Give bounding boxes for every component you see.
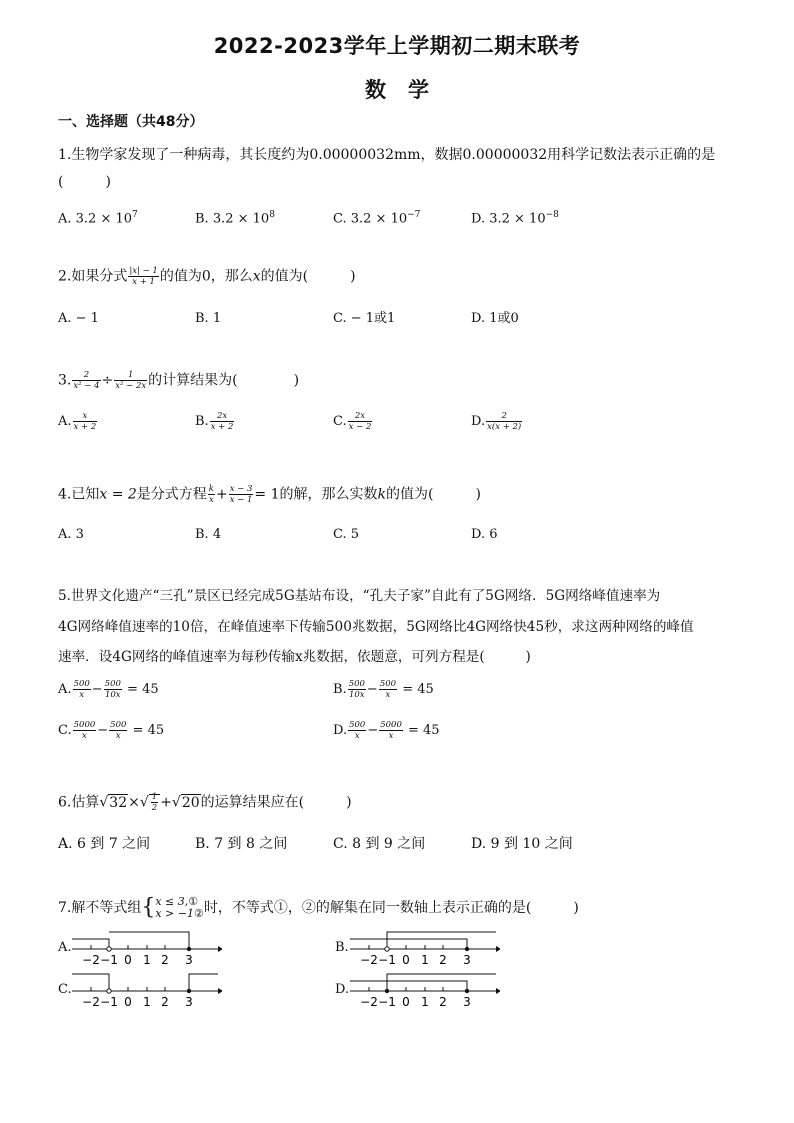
q4-mid: 是分式方程 [136, 486, 207, 503]
q2-prefix: 2.如果分式 [58, 268, 128, 285]
q7-system [155, 896, 204, 920]
q6-half-num: 1 [151, 792, 158, 802]
q1-text-line1: 1.生物学家发现了一种病毒，其长度约为0.00000032mm，数据0.00000032用科学记数法表示正确的是 [58, 147, 716, 163]
q3-fraction-2 [114, 370, 147, 391]
q1-option-c-exp: −7 [407, 210, 421, 220]
q2-option-a[interactable]: A. − 1 [58, 311, 99, 326]
q6-half-fraction [151, 792, 158, 813]
q6-text: 6.估算√32×√ $\frac{1}{2}$ +√20的运算结果应在( ) [58, 792, 352, 813]
q3-b-den: x + 2 [210, 422, 234, 432]
q3-prefix: 3. [58, 372, 72, 389]
q7-mark1: ① [188, 895, 199, 908]
q3-d-num: 2 [486, 411, 522, 422]
q7-option-a-numberline[interactable] [72, 928, 222, 968]
q3-a-label: A. [58, 414, 72, 429]
q3-op: ÷ [101, 372, 114, 389]
q6-option-c[interactable]: C. 8 到 9 之间 [333, 836, 426, 852]
q3-d-den: x(x + 2) [487, 422, 522, 432]
q4-suffix1: 的解，那么实数 [279, 486, 378, 503]
q3-b-fraction [210, 411, 235, 432]
tick-label: 1 [143, 995, 151, 1009]
q1-option-b-exp: 8 [269, 210, 275, 220]
q5-a-f1n: 500 [73, 679, 90, 689]
solution-ray [350, 981, 467, 991]
q3-c-den: x − 2 [348, 422, 372, 432]
tick-label: −1 [100, 953, 118, 967]
q1-option-a-base: A. 3.2 × 10 [58, 211, 133, 227]
tick-label: 1 [421, 953, 429, 967]
q5-b-frac2 [379, 679, 397, 700]
open-dot [107, 947, 111, 951]
q6-times: × [128, 794, 140, 811]
q5-text-line3: 速率．设4G网络的峰值速率为每秒传输x兆数据，依题意，可列方程是( ) [58, 649, 531, 665]
q5-option-b[interactable] [333, 679, 434, 700]
q7-brace: { [141, 895, 156, 920]
q2-frac-num: |x| − 1 [129, 266, 158, 276]
q4-option-d[interactable]: D. 6 [471, 527, 498, 542]
q4-f2-num: x − 3 [229, 484, 253, 494]
q7-option-b-numberline[interactable] [350, 928, 500, 968]
q6-half-den: 2 [151, 803, 158, 813]
q6-plus: + [160, 794, 172, 811]
q5-c-f1n: 5000 [73, 720, 96, 730]
tick-label: 3 [463, 995, 471, 1009]
q7-ineq2: x > −1 [155, 907, 194, 920]
q5-c-f2n: 500 [110, 720, 127, 730]
solution-ray [189, 974, 218, 991]
q6-option-b[interactable]: B. 7 到 8 之间 [195, 836, 288, 852]
q1-option-d[interactable] [471, 205, 559, 229]
q5-a-frac1 [73, 679, 91, 700]
tick-label: −2 [82, 995, 100, 1009]
q5-text-line1: 5.世界文化遗产“三孔”景区已经完成5G基站布设，“孔夫子家”自此有了5G网络．5G网络峰值速率为 [58, 588, 661, 604]
q3-f2-den: x² − 2x [115, 381, 147, 391]
q5-option-c[interactable] [58, 720, 164, 741]
ticks [91, 987, 189, 991]
q4-option-b[interactable]: B. 4 [195, 527, 222, 542]
q2-option-d[interactable]: D. 1或0 [471, 311, 519, 326]
tick-label: 0 [402, 953, 410, 967]
q7-suffix: 时，不等式①，②的解集在同一数轴上表示正确的是( ) [203, 900, 579, 916]
closed-dot [385, 989, 389, 993]
q4-f1-den: x [208, 495, 214, 505]
closed-dot [187, 947, 191, 951]
q4-prefix: 4.已知 [58, 486, 100, 503]
tick-label: 2 [161, 953, 169, 967]
q3-option-a[interactable] [58, 411, 98, 432]
q5-d-frac2 [379, 720, 403, 741]
q2-option-c[interactable]: C. − 1或1 [333, 311, 396, 326]
q7-option-c-numberline[interactable] [72, 970, 222, 1010]
q1-option-c[interactable] [333, 205, 420, 229]
q5-b-rhs: = 45 [402, 682, 434, 697]
q3-suffix: 的计算结果为( ) [148, 372, 300, 389]
closed-dot [187, 989, 191, 993]
ticks [91, 945, 189, 949]
q1-option-d-base: D. 3.2 × 10 [471, 211, 546, 227]
open-dot [107, 989, 111, 993]
tick-label: −2 [360, 953, 378, 967]
q7-ineq1: x ≤ 3, [155, 895, 189, 908]
section-heading: 一、选择题（共48分） [58, 114, 204, 130]
q3-d-fraction [486, 411, 522, 432]
q5-d-minus: − [367, 723, 379, 738]
q3-option-b[interactable] [195, 411, 235, 432]
q5-b-f2n: 500 [379, 679, 397, 689]
q7-option-d-label[interactable]: D. [335, 982, 350, 997]
q1-option-d-exp: −8 [545, 210, 559, 220]
tick-label: 0 [124, 995, 132, 1009]
q2-suffix: 的值为( ) [260, 268, 356, 285]
q5-d-f2n: 5000 [380, 720, 402, 730]
tick-label: 0 [402, 995, 410, 1009]
q5-a-f1d: x [79, 690, 85, 700]
q2-text [58, 266, 356, 287]
q1-option-c-base: C. 3.2 × 10 [333, 211, 408, 227]
q3-a-num: x [73, 411, 98, 422]
q6-root-20: 20 [181, 794, 200, 811]
q4-plus: + [215, 486, 228, 503]
q7-option-c-label[interactable]: C. [58, 982, 72, 997]
subject-title: 数学 [365, 78, 451, 102]
q3-c-num: 2x [348, 411, 373, 422]
closed-dot [465, 989, 469, 993]
q3-a-fraction [73, 411, 98, 432]
q5-d-f2d: x [388, 731, 394, 741]
q5-b-label: B. [333, 682, 347, 697]
q5-b-f2d: x [385, 690, 391, 700]
q5-d-frac1 [348, 720, 366, 741]
q7-mark2: ② [194, 907, 204, 920]
tick-label: 1 [421, 995, 429, 1009]
q1-option-a[interactable] [58, 205, 138, 229]
q5-b-minus: − [366, 682, 378, 697]
tick-label: −1 [378, 995, 396, 1009]
q6-root-half [149, 794, 160, 811]
ticks [369, 945, 467, 949]
q5-c-minus: − [97, 723, 109, 738]
q3-d-label: D. [471, 414, 486, 429]
q7-option-d-numberline[interactable] [350, 970, 500, 1010]
q5-b-f1n: 500 [348, 679, 365, 689]
q5-b-f1d: 10x [348, 690, 365, 700]
q4-fraction-1 [208, 484, 215, 505]
q5-a-f2n: 500 [104, 679, 121, 689]
q1-option-b[interactable] [195, 205, 275, 229]
exam-title: 2022-2023学年上学期初二期末联考 [213, 34, 581, 58]
q4-f1-num: k [208, 484, 214, 494]
q4-option-c[interactable]: C. 5 [333, 527, 360, 542]
q7-prefix: 7.解不等式组 [58, 900, 142, 916]
q4-var: k [377, 486, 386, 503]
solution-ray [387, 932, 496, 949]
q3-b-num: 2x [210, 411, 235, 422]
q3-f2-num: 1 [114, 370, 147, 381]
solution-ray [350, 939, 467, 949]
q2-fraction [128, 266, 158, 287]
q5-b-frac1 [348, 679, 366, 700]
solution-ray [109, 932, 189, 949]
q7-option-b-label[interactable]: B. [335, 940, 349, 955]
q5-a-label: A. [58, 682, 72, 697]
tick-label: 3 [463, 953, 471, 967]
q5-text-line2: 4G网络峰值速率的10倍，在峰值速率下传输500兆数据，5G网络比4G网络快45秒，求这两种网络的峰值 [58, 619, 694, 635]
q5-a-rhs: = 45 [127, 682, 159, 697]
q5-a-minus: − [91, 682, 103, 697]
q5-c-f2d: x [115, 731, 121, 741]
tick-label: −2 [360, 995, 378, 1009]
q2-frac-den: x + 1 [132, 277, 155, 287]
q3-f1-den: x² − 4 [73, 381, 100, 391]
tick-label: 2 [439, 953, 447, 967]
q4-eq: = 1 [254, 486, 280, 503]
q5-d-f1n: 500 [349, 720, 366, 730]
tick-label: 1 [143, 953, 151, 967]
q6-root-32: 32 [109, 794, 128, 811]
q6-prefix: 6.估算 [58, 794, 100, 811]
q3-f1-num: 2 [72, 370, 100, 381]
tick-label: 2 [161, 995, 169, 1009]
q7-text [58, 896, 579, 920]
q1-text-line2: ( ) [58, 174, 111, 190]
q4-suffix2: 的值为( ) [386, 486, 481, 503]
q3-fraction-1 [72, 370, 100, 391]
q4-option-a[interactable]: A. 3 [58, 527, 84, 542]
q5-a-f2d: 10x [104, 690, 121, 700]
tick-label: 0 [124, 953, 132, 967]
q5-d-label: D. [333, 723, 348, 738]
q6-option-a[interactable]: A. 6 到 7 之间 [58, 836, 151, 852]
q3-text [58, 370, 299, 391]
q4-fraction-2 [229, 484, 254, 505]
q3-a-den: x + 2 [73, 422, 97, 432]
q2-middle: 的值为0，那么 [159, 268, 253, 285]
q5-option-d[interactable] [333, 720, 440, 741]
q5-c-frac2 [109, 720, 127, 741]
q2-option-b[interactable]: B. 1 [195, 311, 222, 326]
q3-c-label: C. [333, 414, 347, 429]
closed-dot [465, 947, 469, 951]
q4-cond: x = 2 [99, 486, 137, 503]
ticks [369, 987, 467, 991]
q3-option-c[interactable] [333, 411, 373, 432]
q5-d-f1d: x [354, 731, 360, 741]
solution-ray [387, 974, 496, 991]
q6-option-d[interactable]: D. 9 到 10 之间 [471, 836, 573, 852]
q6-suffix: 的运算结果应在( ) [200, 794, 352, 811]
q3-option-d[interactable] [471, 411, 523, 432]
q4-f2-den: x − 1 [229, 495, 253, 505]
q5-c-f1d: x [82, 731, 87, 741]
tick-label: −2 [82, 953, 100, 967]
tick-label: −1 [378, 953, 396, 967]
q5-a-frac2 [104, 679, 122, 700]
q3-c-fraction [348, 411, 373, 432]
q1-option-b-base: B. 3.2 × 10 [195, 211, 270, 227]
tick-label: −1 [100, 995, 118, 1009]
q1-option-a-exp: 7 [132, 210, 138, 220]
tick-label: 3 [185, 953, 193, 967]
q3-b-label: B. [195, 414, 209, 429]
open-dot [385, 947, 389, 951]
tick-label: 3 [185, 995, 193, 1009]
q5-c-label: C. [58, 723, 72, 738]
q5-option-a[interactable] [58, 679, 159, 700]
q4-text [58, 484, 481, 505]
q7-option-a-label[interactable]: A. [58, 940, 72, 955]
q5-c-rhs: = 45 [132, 723, 165, 738]
tick-label: 2 [439, 995, 447, 1009]
q5-d-rhs: = 45 [408, 723, 440, 738]
q5-c-frac1 [73, 720, 97, 741]
q2-var: x [252, 268, 261, 285]
